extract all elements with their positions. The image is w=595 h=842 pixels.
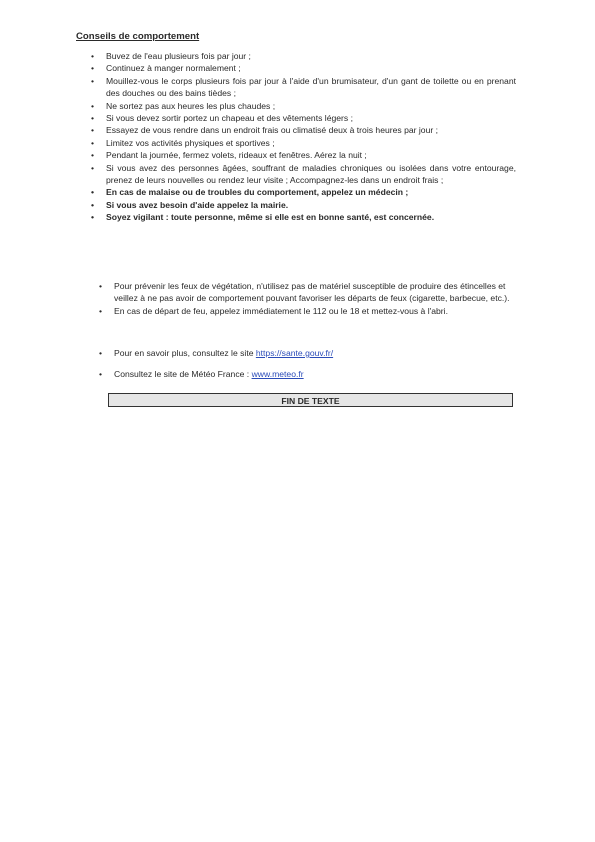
- fire-item: • Pour prévenir les feux de végétation, n'utilisez pas de matériel susceptible de produire des étincelles et veillez à ne pas avoir de comportement pouvant favoriser les départs de feux (cigarette, barbecue, etc.).: [99, 280, 524, 305]
- more-info-text: Pour en savoir plus, consultez le site: [114, 348, 256, 358]
- advice-item: • Ne sortez pas aux heures les plus chaudes ;: [91, 100, 516, 112]
- meteo-link[interactable]: www.meteo.fr: [251, 369, 304, 379]
- advice-item: • Buvez de l'eau plusieurs fois par jour ;: [91, 50, 516, 62]
- sante-link[interactable]: https://sante.gouv.fr/: [255, 348, 334, 358]
- advice-list: [91, 50, 516, 224]
- more-info-item: [99, 347, 524, 359]
- advice-item: • Limitez vos activités physiques et sportives ;: [91, 137, 516, 149]
- advice-item-important: • Soyez vigilant : toute personne, même si elle est en bonne santé, est concernée.: [91, 211, 516, 223]
- advice-item: • Mouillez-vous le corps plusieurs fois par jour à l'aide d'un brumisateur, d'un gant de toilette ou en prenant des douches ou des bains tièdes ;: [91, 75, 516, 100]
- more-info-list: [99, 347, 524, 359]
- meteo-text: Consultez le site de Météo France :: [114, 369, 252, 379]
- section-heading: Conseils de comportement: [76, 31, 200, 42]
- advice-item-important: • Si vous avez besoin d'aide appelez la mairie.: [91, 199, 516, 211]
- meteo-item: [99, 368, 524, 380]
- end-of-text-banner: FIN DE TEXTE: [108, 393, 513, 407]
- advice-item: • Si vous devez sortir portez un chapeau et des vêtements légers ;: [91, 112, 516, 124]
- advice-item: • Pendant la journée, fermez volets, rideaux et fenêtres. Aérez la nuit ;: [91, 149, 516, 161]
- advice-item: • Si vous avez des personnes âgées, souffrant de maladies chroniques ou isolées dans votre entourage, prenez de leurs nouvelles ou rendez leur visite ; Accompagnez-les dans un endroit frais ;: [91, 162, 516, 187]
- meteo-list: [99, 368, 524, 380]
- advice-item-important: • En cas de malaise ou de troubles du comportement, appelez un médecin ;: [91, 186, 516, 198]
- fire-item: • En cas de départ de feu, appelez immédiatement le 112 ou le 18 et mettez-vous à l'abri.: [99, 305, 524, 317]
- advice-item: • Continuez à manger normalement ;: [91, 62, 516, 74]
- fire-prevention-list: [99, 280, 524, 317]
- advice-item: • Essayez de vous rendre dans un endroit frais ou climatisé deux à trois heures par jour ;: [91, 124, 516, 136]
